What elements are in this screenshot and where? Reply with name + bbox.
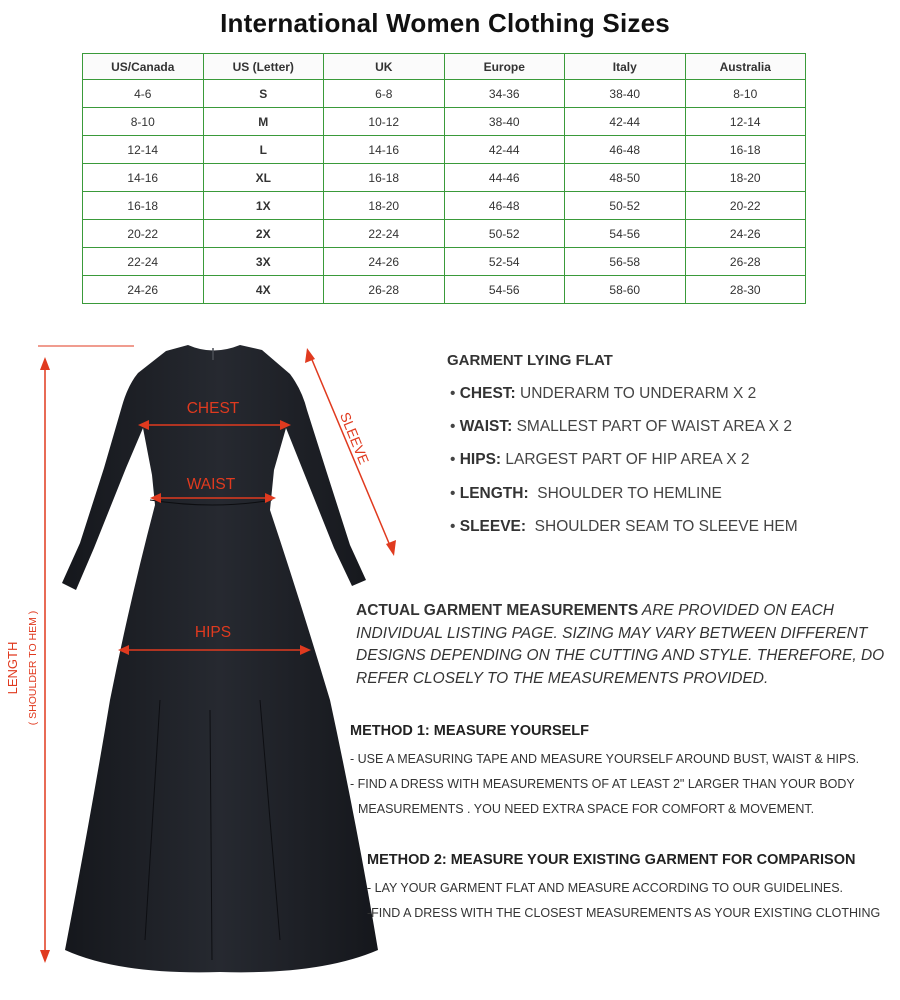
guide-heading: GARMENT LYING FLAT	[447, 352, 613, 369]
table-cell: 34-36	[444, 80, 565, 108]
guide-item-waist: • WAIST: SMALLEST PART OF WAIST AREA X 2	[450, 418, 792, 435]
table-cell: 46-48	[444, 192, 565, 220]
column-header: US (Letter)	[203, 54, 324, 80]
table-cell: 8-10	[685, 80, 806, 108]
table-cell: 16-18	[324, 164, 445, 192]
table-cell: 28-30	[685, 276, 806, 304]
table-cell: 16-18	[685, 136, 806, 164]
length-label: LENGTH	[5, 641, 20, 695]
guide-item-length: • LENGTH: SHOULDER TO HEMLINE	[450, 485, 722, 502]
table-row	[83, 108, 806, 136]
table-cell: 22-24	[324, 220, 445, 248]
column-header: Italy	[565, 54, 686, 80]
table-cell: 42-44	[444, 136, 565, 164]
table-cell: 16-18	[83, 192, 204, 220]
column-header: Europe	[444, 54, 565, 80]
note-text: ARE PROVIDED ON EACH INDIVIDUAL LISTING PAGE. SIZING MAY VARY BETWEEN DIFFERENT DESIGNS DEPENDING ON THE CUTTING AND STYLE. THEREFORE, DO REFER CLOSELY TO THE MEASUREMENTS PROVIDED.	[356, 602, 885, 687]
table-cell: 56-58	[565, 248, 686, 276]
table-row	[83, 220, 806, 248]
guide-item-label: SLEEVE:	[459, 518, 527, 535]
size-chart-table	[82, 53, 806, 304]
table-cell: XL	[203, 164, 324, 192]
column-header: UK	[324, 54, 445, 80]
table-cell: 14-16	[324, 136, 445, 164]
table-cell: 8-10	[83, 108, 204, 136]
hips-label: HIPS	[194, 624, 232, 641]
method-1-title: METHOD 1: MEASURE YOURSELF	[350, 723, 590, 739]
page-title: International Women Clothing Sizes	[220, 8, 670, 38]
table-cell: 46-48	[565, 136, 686, 164]
table-cell: 14-16	[83, 164, 204, 192]
table-row	[83, 136, 806, 164]
table-cell: 18-20	[685, 164, 806, 192]
table-cell: 42-44	[565, 108, 686, 136]
table-cell: L	[203, 136, 324, 164]
guide-item-label: LENGTH:	[459, 485, 529, 502]
guide-item-sleeve: • SLEEVE: SHOULDER SEAM TO SLEEVE HEM	[450, 518, 798, 535]
guide-item-text: SHOULDER TO HEMLINE	[528, 485, 722, 502]
table-cell: 3X	[203, 248, 324, 276]
table-cell: 26-28	[324, 276, 445, 304]
measurement-note	[356, 600, 896, 690]
table-cell: 50-52	[565, 192, 686, 220]
method-2-line: - LAY YOUR GARMENT FLAT AND MEASURE ACCORDING TO OUR GUIDELINES.	[367, 881, 844, 895]
table-row	[83, 248, 806, 276]
table-cell: M	[203, 108, 324, 136]
guide-item-text: UNDERARM TO UNDERARM X 2	[515, 385, 757, 402]
table-cell: 10-12	[324, 108, 445, 136]
waist-label: WAIST	[186, 476, 236, 493]
table-cell: 54-56	[565, 220, 686, 248]
table-cell: 20-22	[685, 192, 806, 220]
guide-item-text: SMALLEST PART OF WAIST AREA X 2	[512, 418, 792, 435]
table-cell: 38-40	[444, 108, 565, 136]
table-cell: 4X	[203, 276, 324, 304]
guide-item-chest: • CHEST: UNDERARM TO UNDERARM X 2	[450, 385, 757, 402]
table-cell: 1X	[203, 192, 324, 220]
method-2-title: METHOD 2: MEASURE YOUR EXISTING GARMENT FOR COMPARISON	[367, 852, 856, 868]
guide-item-label: HIPS:	[459, 451, 502, 468]
guide-item-label: CHEST:	[459, 385, 516, 402]
table-body	[83, 80, 806, 304]
guide-item-hips: • HIPS: LARGEST PART OF HIP AREA X 2	[450, 451, 750, 468]
table-row	[83, 80, 806, 108]
guide-item-text: LARGEST PART OF HIP AREA X 2	[501, 451, 750, 468]
method-1-line: MEASUREMENTS . YOU NEED EXTRA SPACE FOR COMFORT & MOVEMENT.	[358, 802, 815, 816]
guide-item-text: SHOULDER SEAM TO SLEEVE HEM	[526, 518, 798, 535]
table-cell: 24-26	[324, 248, 445, 276]
table-row	[83, 192, 806, 220]
table-row	[83, 276, 806, 304]
method-1-line: - USE A MEASURING TAPE AND MEASURE YOURSELF AROUND BUST, WAIST & HIPS.	[350, 752, 860, 766]
method-2-line: -FIND A DRESS WITH THE CLOSEST MEASUREMENTS AS YOUR EXISTING CLOTHING	[367, 906, 881, 920]
table-cell: 12-14	[685, 108, 806, 136]
table-cell: 18-20	[324, 192, 445, 220]
table-cell: 44-46	[444, 164, 565, 192]
length-sublabel: ( SHOULDER TO HEM )	[27, 610, 39, 726]
table-cell: 12-14	[83, 136, 204, 164]
dress-silhouette	[62, 345, 378, 972]
table-cell: 22-24	[83, 248, 204, 276]
column-header: US/Canada	[83, 54, 204, 80]
table-cell: 24-26	[83, 276, 204, 304]
table-cell: 20-22	[83, 220, 204, 248]
chest-label: CHEST	[186, 400, 240, 417]
table-cell: 26-28	[685, 248, 806, 276]
table-cell: 4-6	[83, 80, 204, 108]
table-cell: 58-60	[565, 276, 686, 304]
table-cell: 6-8	[324, 80, 445, 108]
table-cell: 24-26	[685, 220, 806, 248]
table-cell: 48-50	[565, 164, 686, 192]
table-cell: S	[203, 80, 324, 108]
table-cell: 54-56	[444, 276, 565, 304]
table-header-row	[83, 54, 806, 80]
table-cell: 2X	[203, 220, 324, 248]
table-cell: 38-40	[565, 80, 686, 108]
table-cell: 50-52	[444, 220, 565, 248]
table-row	[83, 164, 806, 192]
note-bold: ACTUAL GARMENT MEASUREMENTS	[356, 602, 639, 619]
column-header: Australia	[685, 54, 806, 80]
sleeve-label: SLEEVE	[337, 409, 373, 467]
method-1-line: - FIND A DRESS WITH MEASUREMENTS OF AT LEAST 2" LARGER THAN YOUR BODY	[350, 777, 855, 791]
guide-item-label: WAIST:	[459, 418, 513, 435]
table-cell: 52-54	[444, 248, 565, 276]
